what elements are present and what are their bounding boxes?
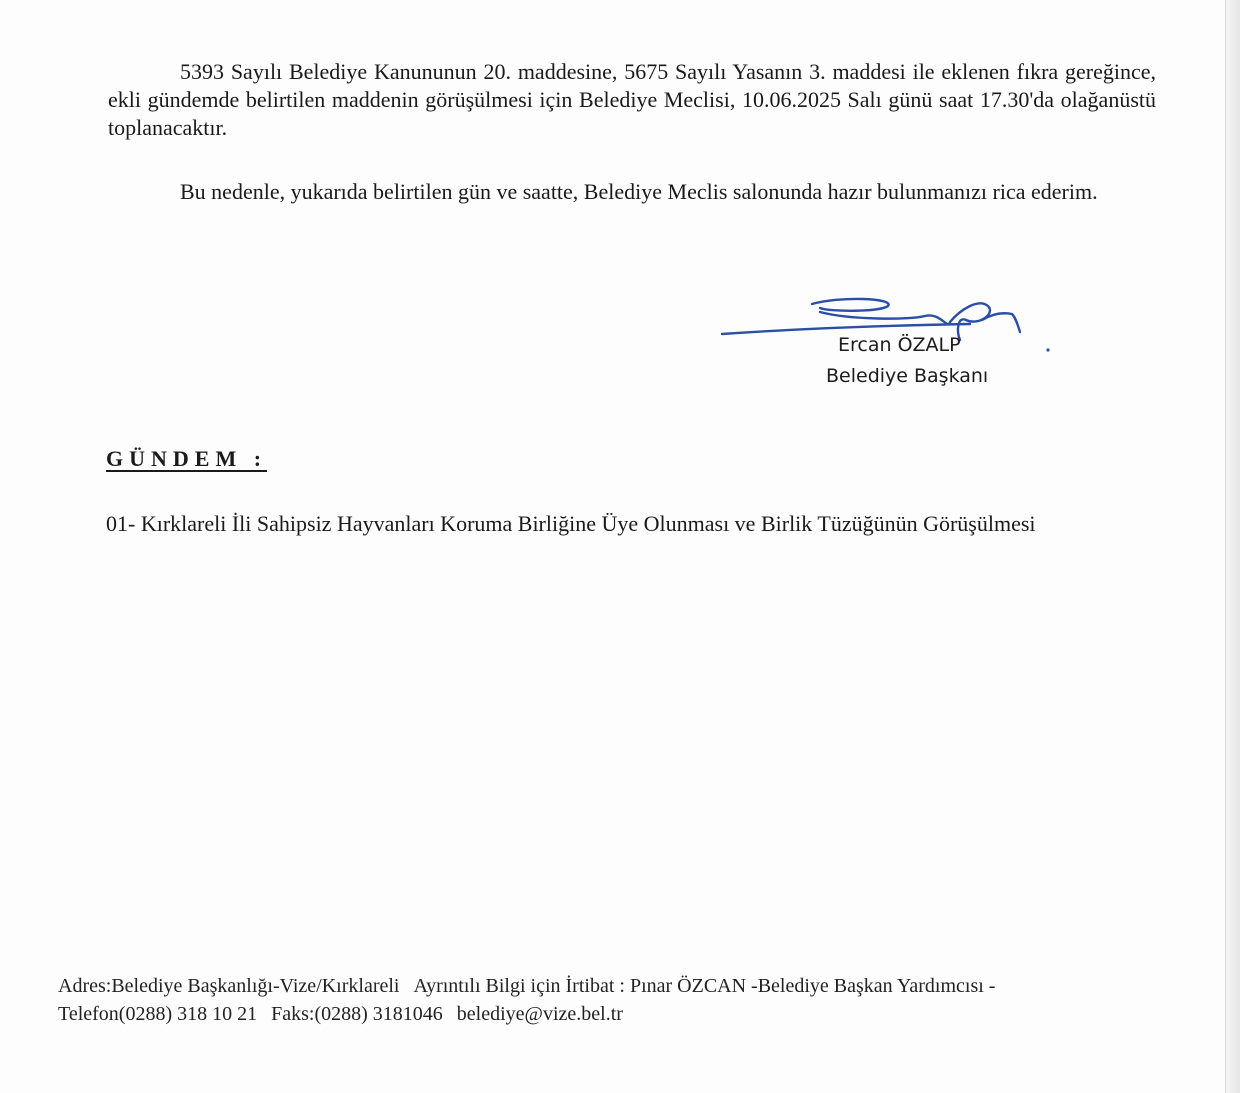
footer-line-2 [58,1000,1148,1028]
agenda-item-1: 01- Kırklareli İli Sahipsiz Hayvanları Koruma Birliğine Üye Olunması ve Birlik Tüzüğünün Görüşülmesi [106,511,1036,536]
agenda-heading: GÜNDEM : [106,446,268,471]
footer-address: Adres:Belediye Başkanlığı-Vize/Kırklareli [58,975,400,997]
footer [58,972,1148,1028]
paragraph-attendance-request-text: Bu nedenle, yukarıda belirtilen gün ve saatte, Belediye Meclis salonunda hazır bulunmanızı rica ederim. [180,179,1098,204]
footer-phone: Telefon(0288) 318 10 21 [58,1003,258,1025]
signature-block [720,290,1060,400]
paragraph-meeting-notice-text: 5393 Sayılı Belediye Kanununun 20. maddesine, 5675 Sayılı Yasanın 3. maddesi ile eklenen fıkra gereğince, ekli gündemde belirtilen maddenin görüşülmesi için Belediye Meclisi, 10.06.2025 Salı günü saat 17.30'da olağanüstü toplanacaktır. [108,59,1156,140]
signatory-title: Belediye Başkanı [826,365,989,387]
footer-fax: Faks:(0288) 3181046 [271,1003,443,1025]
footer-contact: Ayrıntılı Bilgi için İrtibat : Pınar ÖZCAN -Belediye Başkan Yardımcısı - [413,975,996,997]
paragraph-attendance-request [108,178,1156,206]
footer-email: belediye@vize.bel.tr [456,1003,623,1025]
footer-line-1 [58,972,1148,1000]
signatory-name: Ercan ÖZALP [838,334,961,356]
paragraph-meeting-notice [108,58,1156,142]
scan-edge [1225,0,1240,1093]
